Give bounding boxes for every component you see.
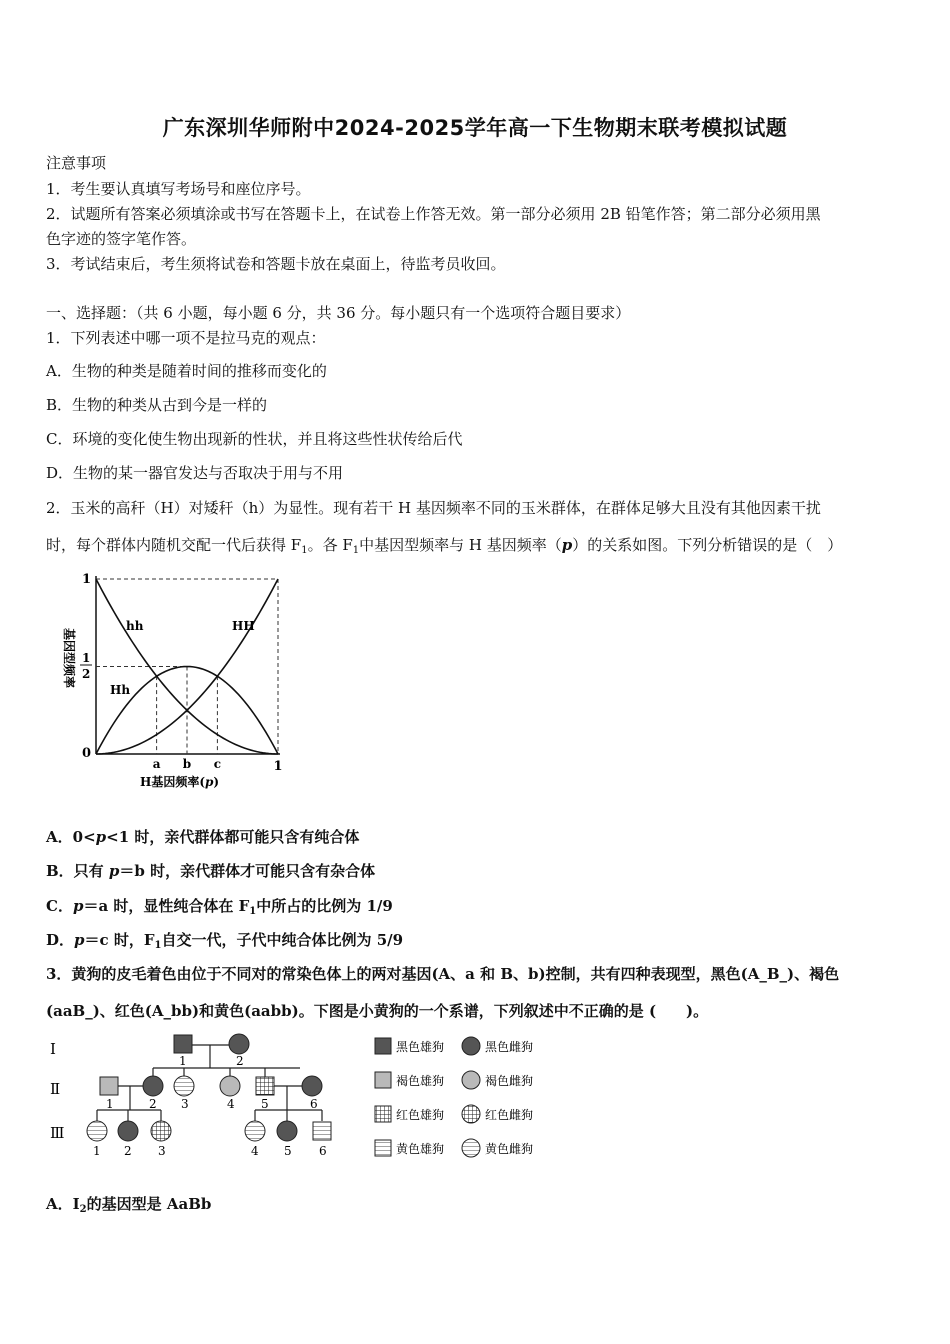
legend-red-female-symbol bbox=[462, 1105, 480, 1123]
notice-item-1: 1．考生要认真填写考场号和座位序号。 bbox=[46, 180, 311, 198]
gen2-individual-2-black-female bbox=[143, 1076, 163, 1096]
gen2-number-3: 3 bbox=[181, 1097, 189, 1111]
gen1-individual-2-black-female bbox=[229, 1034, 249, 1054]
legend-brown-male-symbol bbox=[375, 1072, 391, 1088]
x-axis-title: H基因频率(p) bbox=[140, 775, 220, 789]
legend-black-female-symbol bbox=[462, 1037, 480, 1055]
q1-option-a: A．生物的种类是随着时间的推移而变化的 bbox=[46, 362, 327, 380]
generation-label-3: Ⅲ bbox=[50, 1124, 65, 1142]
q2-option-d: D．p＝c 时，$F_1$自交一代，子代中纯合体比例为 5/9 bbox=[46, 931, 404, 951]
legend-yellow-female: 黄色雌狗 bbox=[485, 1142, 534, 1156]
gen2-number-1: 1 bbox=[106, 1097, 114, 1111]
gen3-number-2: 2 bbox=[124, 1144, 132, 1158]
series-label-Hh: Hh bbox=[110, 683, 131, 697]
gen2-number-2: 2 bbox=[149, 1097, 157, 1111]
gen3-number-3: 3 bbox=[158, 1144, 166, 1158]
legend-black-male-symbol bbox=[375, 1038, 391, 1054]
q2-stem-part1: 时，每个群体内随机交配一代后获得 F bbox=[46, 536, 302, 554]
q2-subscript: 1 bbox=[352, 545, 360, 556]
notice-heading: 注意事项 bbox=[46, 154, 107, 172]
generation-label-1: Ⅰ bbox=[50, 1040, 56, 1058]
legend-black-female: 黑色雌狗 bbox=[485, 1040, 534, 1054]
y-tick-1: 1 bbox=[82, 572, 92, 587]
q2-stem-part2: 。各 F bbox=[307, 536, 353, 554]
y-tick-half-numerator: 1 bbox=[82, 651, 91, 665]
q2-subscript: 1 bbox=[301, 545, 308, 556]
q3-stem-line2: (aaB_)、红色(A_bb)和黄色(aabb)。下图是小黄狗的一个系谱，下列叙述中不正确的是 ( )。 bbox=[46, 1002, 709, 1020]
pedigree-chart bbox=[40, 1030, 560, 1166]
legend-brown-male: 褐色雄狗 bbox=[396, 1074, 445, 1088]
legend-red-male-symbol bbox=[375, 1106, 391, 1122]
gen2-individual-1-brown-male bbox=[100, 1077, 118, 1095]
series-label-HH: HH bbox=[232, 619, 255, 633]
legend-red-male: 红色雄狗 bbox=[396, 1108, 445, 1122]
legend-brown-female: 褐色雌狗 bbox=[485, 1074, 534, 1088]
legend-red-female: 红色雌狗 bbox=[485, 1108, 534, 1122]
q1-option-c: C．环境的变化使生物出现新的性状，并且将这些性状传给后代 bbox=[46, 430, 463, 448]
exam-title: 广东深圳华师附中2024-2025学年高一下生物期末联考模拟试题 bbox=[162, 116, 788, 140]
q2-stem-part4: ）的关系如图。下列分析错误的是（ ） bbox=[572, 536, 843, 554]
gen3-number-4: 4 bbox=[251, 1144, 259, 1158]
q3-option-a: A．$Ⅰ_2$的基因型是 AaBb bbox=[46, 1195, 212, 1215]
q2-option-a: A．0<p<1 时，亲代群体都可能只含有纯合体 bbox=[46, 828, 360, 846]
gen1-individual-1-black-male bbox=[174, 1035, 192, 1053]
pedigree-lines bbox=[97, 1045, 322, 1121]
gen3-individual-5-black-female bbox=[277, 1121, 297, 1141]
gen2-individual-5-red-male bbox=[256, 1077, 274, 1095]
notice-item-2: 2．试题所有答案必须填涂或书写在答题卡上，在试卷上作答无效。第一部分必须用 2B 铅笔作答；第二部分必须用黑 bbox=[46, 205, 821, 223]
gen3-individual-3-red-female bbox=[151, 1121, 171, 1141]
gen2-individual-3-yellow-female bbox=[174, 1076, 194, 1096]
section-heading: 一、选择题：（共 6 小题，每小题 6 分，共 36 分。每小题只有一个选项符合题目要求） bbox=[46, 304, 631, 322]
gen2-individual-6-black-female bbox=[302, 1076, 322, 1096]
gen2-number-4: 4 bbox=[227, 1097, 235, 1111]
q2-option-c: C．p＝a 时，显性纯合体在 $F_1$中所占的比例为 1/9 bbox=[46, 897, 393, 917]
x-tick-1: 1 bbox=[273, 759, 283, 774]
q1-option-b: B．生物的种类从古到今是一样的 bbox=[46, 396, 268, 414]
series-label-hh: hh bbox=[126, 619, 144, 633]
legend-yellow-male-symbol bbox=[375, 1140, 391, 1156]
legend-brown-female-symbol bbox=[462, 1071, 480, 1089]
gen3-number-5: 5 bbox=[284, 1144, 292, 1158]
generation-label-2: Ⅱ bbox=[50, 1080, 61, 1098]
q1-stem: 1．下列表述中哪一项不是拉马克的观点： bbox=[46, 329, 326, 347]
x-tick-c: c bbox=[213, 757, 222, 771]
x-tick-a: a bbox=[152, 757, 161, 771]
y-tick-half-denominator: 2 bbox=[82, 667, 91, 681]
gen3-individual-4-yellow-female bbox=[245, 1121, 265, 1141]
legend-yellow-male: 黄色雄狗 bbox=[396, 1142, 445, 1156]
legend-black-male: 黑色雄狗 bbox=[396, 1040, 445, 1054]
y-tick-0: 0 bbox=[82, 746, 92, 761]
y-axis-title: 基因型频率 bbox=[62, 628, 76, 689]
gen2-individual-4-brown-female bbox=[220, 1076, 240, 1096]
gen3-number-6: 6 bbox=[319, 1144, 327, 1158]
q2-stem-line2 bbox=[46, 534, 842, 556]
gen3-individual-2-black-female bbox=[118, 1121, 138, 1141]
gen3-number-1: 1 bbox=[93, 1144, 101, 1158]
genotype-frequency-chart bbox=[40, 566, 300, 798]
q2-p-symbol: p bbox=[561, 536, 573, 554]
notice-item-3: 3．考试结束后，考生须将试卷和答题卡放在桌面上，待监考员收回。 bbox=[46, 255, 506, 273]
q2-option-b: B．只有 p＝b 时，亲代群体才可能只含有杂合体 bbox=[46, 862, 376, 880]
gen3-individual-1-yellow-female bbox=[87, 1121, 107, 1141]
gen3-individual-6-yellow-male bbox=[313, 1122, 331, 1140]
q2-stem-part3: 中基因型频率与 H 基因频率（ bbox=[359, 536, 562, 554]
gen1-number-1: 1 bbox=[179, 1054, 187, 1068]
gen2-number-5: 5 bbox=[261, 1097, 269, 1111]
q1-option-d: D．生物的某一器官发达与否取决于用与不用 bbox=[46, 464, 344, 482]
legend-yellow-female-symbol bbox=[462, 1139, 480, 1157]
gen2-number-6: 6 bbox=[310, 1097, 318, 1111]
gen1-number-2: 2 bbox=[236, 1054, 244, 1068]
q3-stem-line1: 3．黄狗的皮毛着色由位于不同对的常染色体上的两对基因(A、a 和 B、b)控制，共有四种表现型，黑色(A_B_)、褐色 bbox=[46, 965, 840, 983]
q2-stem-line1: 2．玉米的高秆（H）对矮秆（h）为显性。现有若干 H 基因频率不同的玉米群体，在群体足够大且没有其他因素干扰 bbox=[46, 499, 821, 517]
notice-item-2-cont: 色字迹的签字笔作答。 bbox=[46, 230, 197, 248]
x-tick-b: b bbox=[182, 757, 192, 771]
pedigree-legend bbox=[375, 1037, 533, 1157]
